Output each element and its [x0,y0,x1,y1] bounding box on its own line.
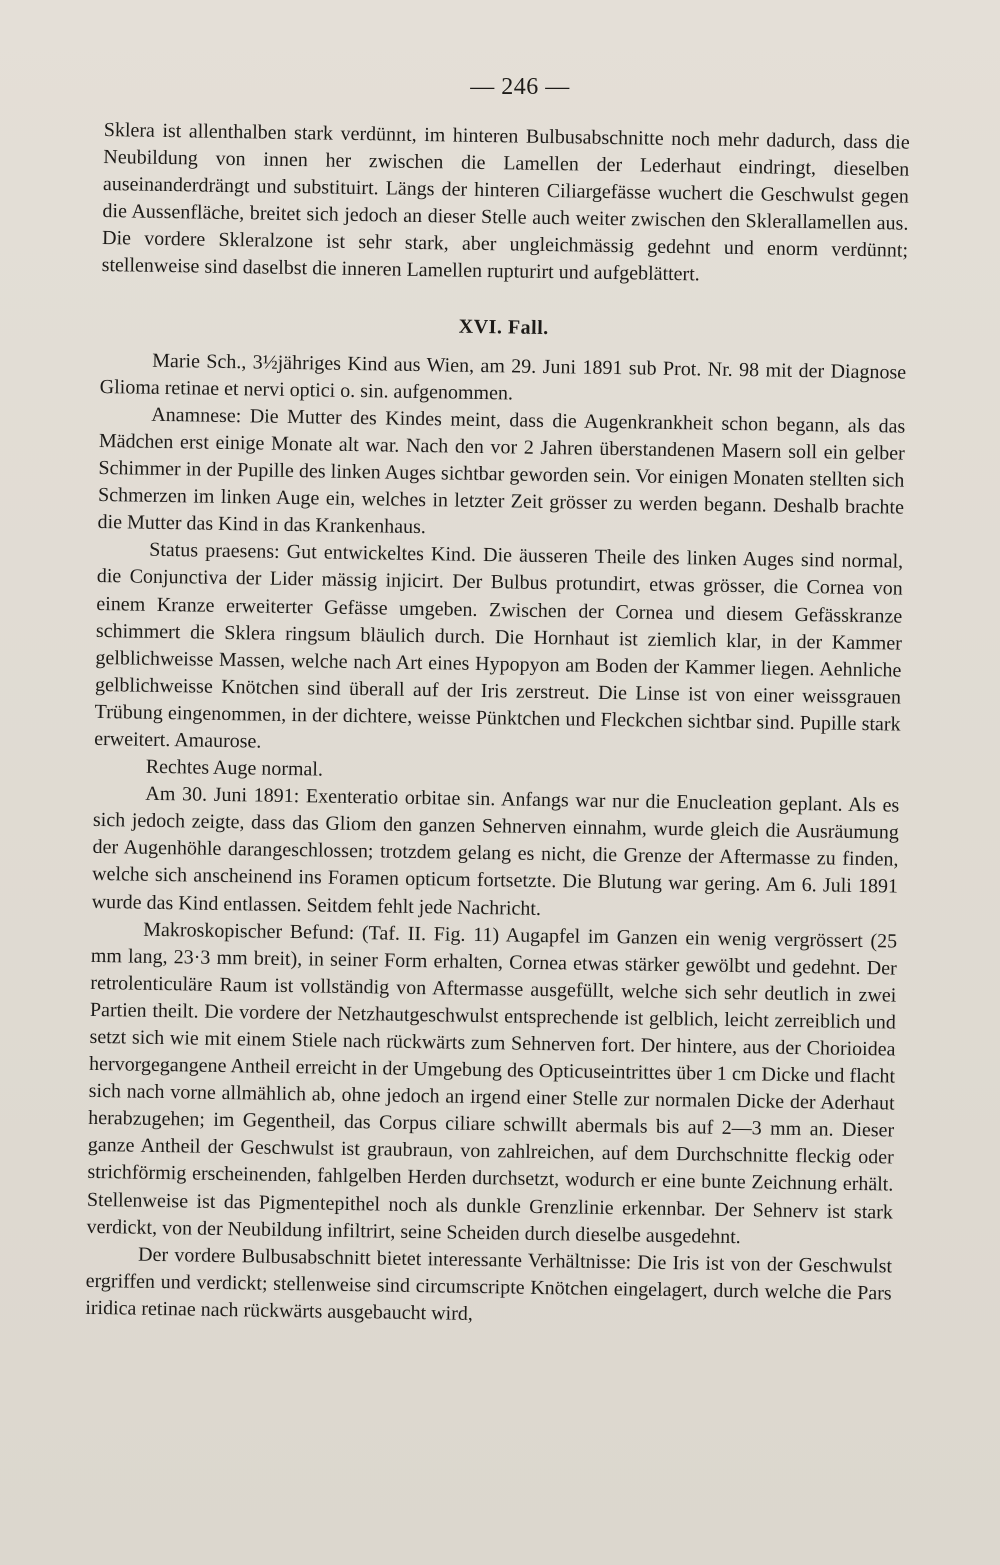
paragraph-status-praesens: Status praesens: Gut entwickeltes Kind. Die äusseren Theile des linken Auges sind normal, die Conjunctiva der Lider mässig injicirt. Der Bulbus protundirt, etwas grösser, die Cornea von einem Kranze erweiterter Gefässe umgeben. Zwischen der Cornea und diesem Gefässkranze schimmert die Sklera ringsum bläulich durch. Die Hornhaut ist ziemlich klar, in der Kammer gelblichweisse Massen, welche nach Art eines Hypopyon am Boden der Kammer liegen. Aehnliche gelblichweisse Knötchen sind überall auf der Iris zerstreut. Die Linse ist von einer weissgrauen Trübung eingenommen, in der dichtere, weisse Pünktchen und Fleckchen sichtbar sind. Pupille stark erweitert. Amaurose. [94,539,904,753]
paragraph-anamnese: Anamnese: Die Mutter des Kindes meint, dass die Augenkrankheit schon begann, als das Mädchen erst einige Monate alt war. Nach den vor 2 Jahren überstandenen Masern soll ein gelber Schimmer in der Pupille des linken Auges sichtbar geworden sein. Vor einigen Monaten stellten sich Schmerzen im linken Auge ein, welches in letzter Zeit grösser zu werden begann. Deshalb brachte die Mutter das Kind in das Krankenhaus. [97,403,906,539]
paragraph-surgery: Am 30. Juni 1891: Exenteratio orbitae sin. Anfangs war nur die Enucleation geplant. Als es sich jedoch zeigte, dass das Gliom den ganzen Sehnerven einnahm, wurde gleich die Ausräumung der Augenhöhle darangeschlossen; trotzdem gelang es nicht, die Grenze der Aftermasse zu finden, welche sich anscheinend ins Foramen opticum fortsetzte. Die Blutung war gering. Am 6. Juli 1891 wurde das Kind entlassen. Seitdem fehlt jede Nachricht. [91,782,900,920]
paragraph-right-eye: Rechtes Auge normal. [145,755,324,781]
document-body [85,117,910,1335]
section-title: XVI. Fall. [458,315,549,339]
paragraph-anterior-segment: Der vordere Bulbusabschnitt bietet interessante Verhältnisse: Die Iris ist von der Geschwulst ergriffen und verdickt; stellenweise sind circumscripte Knötchen eingelagert, durch welche die Pars iridica retinae nach rückwärts ausgebaucht wird, [85,1243,893,1325]
page-number: — 246 — [470,74,570,100]
paragraph-sklera: Sklera ist allenthalben stark verdünnt, im hinteren Bulbusabschnitte noch mehr dadurch, dass die Neubildung von innen her zwischen die Lamellen der Lederhaut eindringt, dieselben auseinanderdrängt und substituirt. Längs der hinteren Ciliargefässe wuchert die Geschwulst gegen die Aussenfläche, breitet sich jedoch an dieser Stelle auch weiter zwischen den Sklerallamellen aus. Die vordere Skleralzone ist sehr stark, aber ungleichmässig gedehnt und enorm verdünnt; stellenweise sind daselbst die inneren Lamellen rupturirt und aufgeblättert. [101,118,910,286]
paragraph-macroscopic-findings: Makroskopischer Befund: (Taf. II. Fig. 11) Augapfel im Ganzen ein wenig vergrössert (25 mm lang, 23·3 mm breit), in seiner Form erhalten, Cornea etwas stärker gewölbt und gedehnt. Der retrolenticuläre Raum ist vollständig von Aftermasse ausgefüllt, welche sich sehr deutlich in zwei Partien theilt. Die vordere der Netzhautgeschwulst entsprechende ist gelblich, leicht zerreiblich und setzt sich wie mit einem Stiele nach rückwärts zum Sehnerven fort. Der hintere, aus der Chorioidea hervorgegangene Antheil erreicht in der Umgebung des Opticuseintrittes über 1 cm Dicke und flacht sich nach vorne allmählich ab, ohne jedoch an irgend einer Stelle zur normalen Dicke der Aderhaut herabzugehen; im Gegentheil, das Corpus ciliare schwillt abermals bis auf 2—3 mm an. Dieser ganze Antheil der Geschwulst ist graubraun, von zahlreichen, auf dem Durchschnitte fleckig oder strichförmig erscheinenden, fahlgelben Herden durchsetzt, wodurch er eine bunte Zeichnung erhält. Stellenweise ist das Pigmentepithel noch als dunkle Grenzlinie erkennbar. Der Sehnerv ist stark verdickt, von der Neubildung infiltrirt, seine Scheiden durch dieselbe ausgedehnt. [86,918,898,1248]
paragraph-patient: Marie Sch., 3½jähriges Kind aus Wien, am 29. Juni 1891 sub Prot. Nr. 98 mit der Diagnose Glioma retinae et nervi optici o. sin. aufgenommen. [99,349,907,405]
